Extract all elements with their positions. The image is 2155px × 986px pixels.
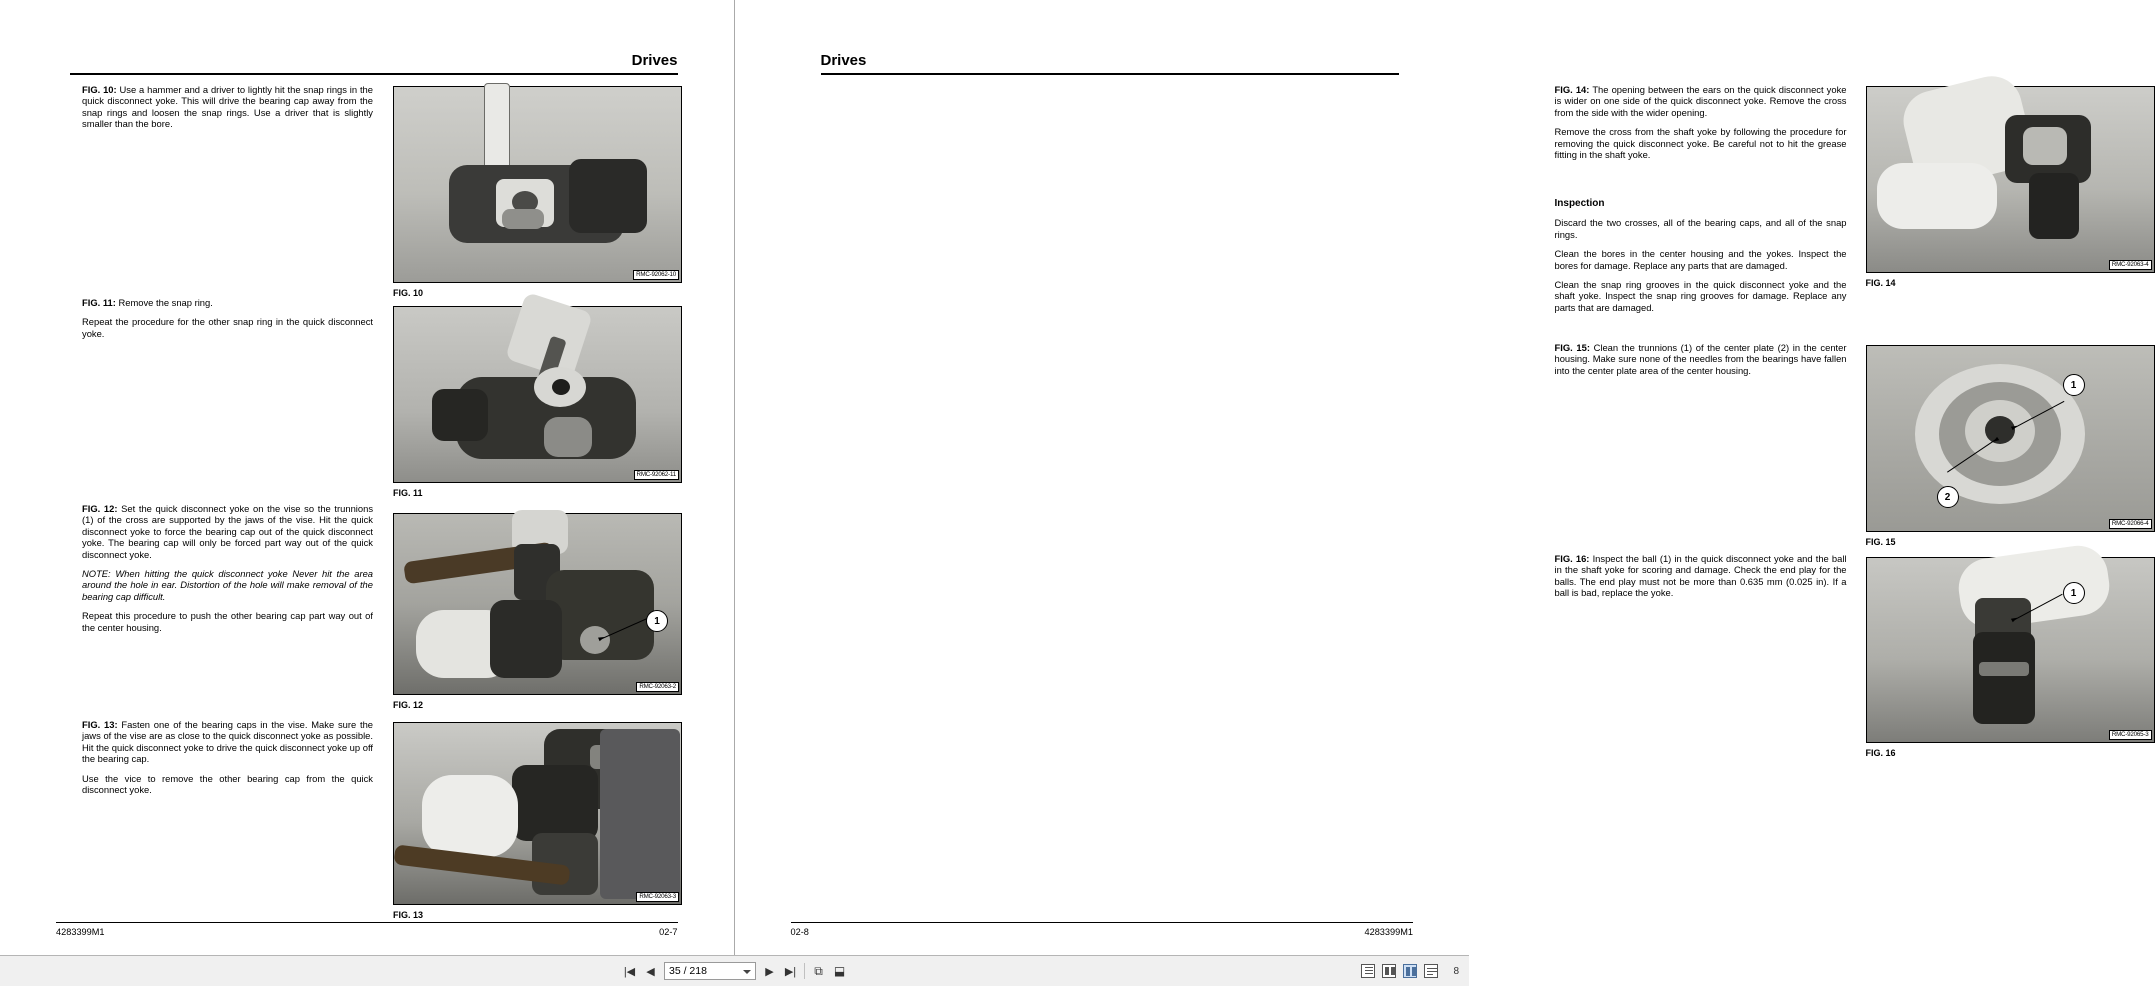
prev-page-icon[interactable]: ◀: [646, 965, 655, 978]
figure-15-callout-1: 1: [2063, 374, 2085, 396]
figure-11-image: [393, 306, 682, 483]
fig15-label: FIG. 15:: [1554, 342, 1590, 353]
page-footer-left: [56, 922, 678, 937]
figure-10-code: RMC-92062-10: [633, 270, 679, 280]
figure-11-code: RMC-92062-11: [634, 470, 679, 480]
figure-12-caption: FIG. 12: [393, 700, 424, 710]
page-title: Drives: [820, 52, 867, 69]
figure-10-caption: FIG. 10: [393, 288, 424, 298]
fig11-text: Remove the snap ring.: [118, 297, 213, 308]
figure-16-image: [1866, 557, 2155, 743]
text-block-fig14: [1555, 84, 1847, 160]
figure-13-caption: FIG. 13: [393, 910, 424, 920]
page-count-label: 8: [1453, 965, 1459, 977]
fig12-text2: Repeat this procedure to push the other bearing cap part way out of the center housing.: [82, 610, 373, 633]
figure-12-callout-1: 1: [646, 610, 668, 632]
text-block-fig12: [82, 503, 373, 633]
figure-12-code: RMC-92063-2: [636, 682, 679, 692]
fig12-note-label: NOTE:: [82, 568, 111, 580]
page-number-value: 35 / 218: [669, 965, 707, 977]
footer-page-number: 02-8: [790, 927, 809, 937]
figure-10-image: [393, 86, 682, 283]
single-page-view-icon[interactable]: [1361, 964, 1375, 978]
fig11-text2: Repeat the procedure for the other snap ring in the quick disconnect yoke.: [82, 316, 373, 339]
text-block-fig10: [82, 84, 373, 130]
text-block-fig11: [82, 297, 373, 339]
text-block-fig13: [82, 719, 373, 795]
fig12-text: Set the quick disconnect yoke on the vise so the trunnions (1) of the cross are supported by the jaws of the vise. Hit the quick disconnect yoke to force the bearing cap out of the quick disconnect yoke. The bearing cap will only be forced part way out of the quick disconnect yoke.: [82, 503, 374, 560]
fig14-label: FIG. 14:: [1554, 84, 1590, 95]
header-rule: [821, 73, 1400, 75]
figure-12: [393, 513, 682, 710]
continuous-view-icon[interactable]: [1382, 964, 1396, 978]
figure-13-code: RMC-92063-3: [636, 892, 679, 902]
facing-pages-view-icon[interactable]: [1403, 964, 1417, 978]
figure-11: [393, 306, 682, 498]
figure-16-callout-1: 1: [2063, 582, 2085, 604]
figure-15: [1866, 345, 2155, 547]
copy-icon[interactable]: ⧉: [814, 963, 823, 978]
fig12-note-text: When hitting the quick disconnect yoke Never hit the area around the hole in ear. Distortion of the hole will make removal of the bearing cap difficult.: [82, 568, 374, 602]
figure-13: [393, 722, 682, 920]
page-navigation: [622, 962, 847, 980]
figure-13-image: [393, 722, 682, 905]
page-number-input[interactable]: [664, 962, 756, 980]
inspection-p3: Clean the snap ring grooves in the quick disconnect yoke and the shaft yoke. Inspect the snap ring grooves for damage. Replace any parts that are damaged.: [1554, 279, 1847, 313]
figure-11-caption: FIG. 11: [393, 488, 423, 498]
footer-page-number: 02-7: [659, 927, 678, 937]
viewer-toolbar: [0, 955, 1469, 986]
fig13-label: FIG. 13:: [82, 719, 118, 730]
fig10-text: Use a hammer and a driver to lightly hit the snap rings in the quick disconnect yoke. This will drive the bearing cap away from the snap rings and loosen the snap rings. Use a driver that is slightly smaller than the bore.: [82, 84, 373, 130]
header-rule: [70, 73, 678, 75]
footer-doc-number: 4283399M1: [56, 927, 105, 937]
inspection-heading: Inspection: [1554, 198, 1605, 209]
text-block-fig16: [1555, 553, 1847, 599]
fig10-label: FIG. 10:: [82, 84, 117, 95]
fig11-label: FIG. 11:: [82, 297, 116, 308]
text-block-inspection: [1555, 198, 1847, 313]
snapshot-icon[interactable]: ⬓: [833, 964, 846, 978]
first-page-icon[interactable]: |◀: [623, 965, 636, 978]
figure-16-caption: FIG. 16: [1865, 748, 1896, 758]
figure-10: [393, 86, 682, 298]
figure-15-callout-2: 2: [1937, 486, 1959, 508]
fig13-text: Fasten one of the bearing caps in the vise. Make sure the jaws of the vise are as close to the quick disconnect yoke as possible. Hit the quick disconnect yoke to drive the quick disconnect yoke up off the bearing cap.: [82, 719, 373, 765]
figure-16: [1866, 557, 2155, 758]
figure-14-caption: FIG. 14: [1865, 278, 1896, 288]
footer-doc-number: 4283399M1: [1364, 927, 1413, 937]
page-title: Drives: [631, 52, 678, 69]
figure-15-caption: FIG. 15: [1865, 537, 1896, 547]
fig13-text2: Use the vice to remove the other bearing cap from the quick disconnect yoke.: [82, 772, 373, 796]
inspection-p2: Clean the bores in the center housing and the yokes. Inspect the bores for damage. Replace any parts that are damaged.: [1554, 248, 1847, 271]
figure-16-code: RMC-92065-3: [2109, 730, 2152, 740]
text-block-fig15: [1555, 342, 1847, 376]
view-mode-controls: [1361, 964, 1459, 978]
fig14-text: The opening between the ears on the quick disconnect yoke is wider on one side of the quick disconnect yoke. Remove the cross from the side with the wider opening.: [1554, 84, 1847, 118]
figure-14: [1866, 86, 2155, 288]
fig16-text: Inspect the ball (1) in the quick disconnect yoke and the ball in the shaft yoke for scoring and damage. Check the end play for the balls. The end play must not be more than 0.635 mm (0.025 in). If a ball is bad, replace the yoke.: [1554, 553, 1847, 599]
figure-14-image: [1866, 86, 2155, 273]
fig16-label: FIG. 16:: [1554, 553, 1590, 564]
document-page-left: [0, 0, 735, 955]
last-page-icon[interactable]: ▶|: [784, 965, 797, 978]
toolbar-divider: [804, 963, 805, 979]
inspection-p1: Discard the two crosses, all of the bearing caps, and all of the snap rings.: [1554, 217, 1847, 240]
figure-15-code: RMC-92066-4: [2109, 519, 2152, 529]
next-page-icon[interactable]: ▶: [765, 965, 774, 978]
fig15-text: Clean the trunnions (1) of the center plate (2) in the center housing. Make sure none of the needles from the bearings have fallen into the center plate area of the center housing.: [1554, 342, 1847, 376]
page-footer-right: [791, 922, 1414, 937]
figure-15-image: [1866, 345, 2155, 532]
chevron-down-icon[interactable]: [743, 970, 751, 974]
fig12-label: FIG. 12:: [82, 503, 118, 514]
figure-12-image: [393, 513, 682, 695]
fig14-text2: Remove the cross from the shaft yoke by following the procedure for removing the quick disconnect yoke. Be careful not to hit the grease fitting in the shaft yoke.: [1554, 126, 1847, 161]
figure-14-code: RMC-92063-4: [2109, 260, 2152, 270]
book-view-icon[interactable]: [1424, 964, 1438, 978]
document-page-right: [735, 0, 2149, 955]
